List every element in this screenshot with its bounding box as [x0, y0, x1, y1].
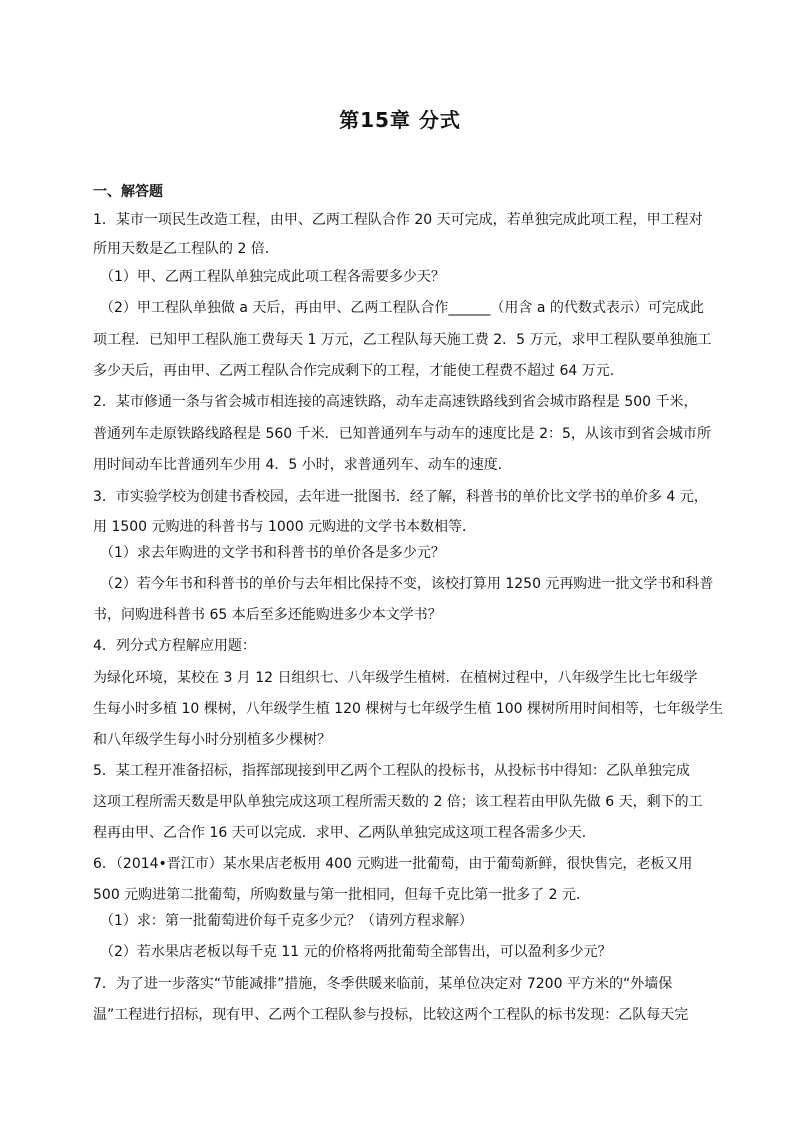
text-line: （1）甲、乙两工程队单独完成此项工程各需要多少天？	[100, 269, 445, 285]
text-line: （1）求：第一批葡萄进价每千克多少元？（请列方程求解）	[100, 913, 473, 929]
text-line: 5．某工程开准备招标，指挥部现接到甲乙两个工程队的投标书，从投标书中得知：乙队单独完成	[93, 763, 690, 779]
text-line: 为绿化环境，某校在 3 月 12 日组织七、八年级学生植树．在植树过程中，八年级学生比七年级学	[93, 670, 698, 686]
text-line: 4．列分式方程解应用题：	[93, 638, 256, 654]
text-line: 温”工程进行招标，现有甲、乙两个工程队参与投标，比较这两个工程队的标书发现：乙队每天完	[93, 1007, 689, 1023]
text-line: （1）求去年购进的文学书和科普书的单价各是多少元？	[100, 545, 445, 561]
text-line: 程再由甲、乙合作 16 天可以完成．求甲、乙两队单独完成这项工程各需多少天．	[93, 825, 596, 841]
text-line: 7．为了进一步落实“节能减排”措施，冬季供暖来临前，某单位决定对 7200 平方米的“外墙保	[93, 976, 673, 992]
text-line: 用时间动车比普通列车少用 4．5 小时，求普通列车、动车的速度．	[93, 457, 512, 473]
text-line: 500 元购进第二批葡萄，所购数量与第一批相同，但每千克比第一批多了 2 元．	[93, 887, 590, 903]
page-title: 第15章 分式	[339, 108, 461, 132]
text-line: 3．市实验学校为创建书香校园，去年进一批图书．经了解，科普书的单价比文学书的单价多 4 元，	[93, 489, 708, 505]
text-line: （2）若今年书和科普书的单价与去年相比保持不变，该校打算用 1250 元再购进一批文学书和科普	[100, 576, 714, 592]
text-line: 所用天数是乙工程队的 2 倍．	[93, 241, 279, 257]
text-line: （2）若水果店老板以每千克 11 元的价格将两批葡萄全部售出，可以盈利多少元？	[100, 944, 612, 960]
text-line: 6．（2014•晋江市）某水果店老板用 400 元购进一批葡萄，由于葡萄新鲜，很快售完，老板又用	[93, 856, 693, 872]
text-line: 2．某市修通一条与省会城市相连接的高速铁路，动车走高速铁路线到省会城市路程是 500 千米，	[93, 394, 698, 410]
text-line: 这项工程所需天数是甲队单独完成这项工程所需天数的 2 倍；该工程若由甲队先做 6 天，剩下的工	[93, 794, 703, 810]
text-line: （2）甲工程队单独做 a 天后，再由甲、乙两工程队合作______（用含 a 的代数式表示）可完成此	[100, 300, 704, 316]
text-line: 和八年级学生每小时分别植多少棵树？	[93, 732, 331, 748]
text-line: 1．某市一项民生改造工程，由甲、乙两工程队合作 20 天可完成，若单独完成此项工程，甲工程对	[93, 212, 703, 228]
text-line: 项工程．已知甲工程队施工费每天 1 万元，乙工程队每天施工费 2．5 万元，求甲工程队要单独施工	[93, 332, 712, 348]
text-line: 用 1500 元购进的科普书与 1000 元购进的文学书本数相等．	[93, 519, 477, 535]
text-line: 多少天后，再由甲、乙两工程队合作完成剩下的工程，才能使工程费不超过 64 万元．	[93, 363, 624, 379]
text-line: 普通列车走原铁路线路程是 560 千米．已知普通列车与动车的速度比是 2：5，从该市到省会城市所	[93, 426, 711, 442]
text-line: 生每小时多植 10 棵树，八年级学生植 120 棵树与七年级学生植 100 棵树所用时间相等，七年级学生	[93, 701, 723, 717]
section-heading: 一、解答题	[93, 184, 163, 200]
text-line: 书，问购进科普书 65 本后至多还能购进多少本文学书？	[93, 607, 442, 623]
